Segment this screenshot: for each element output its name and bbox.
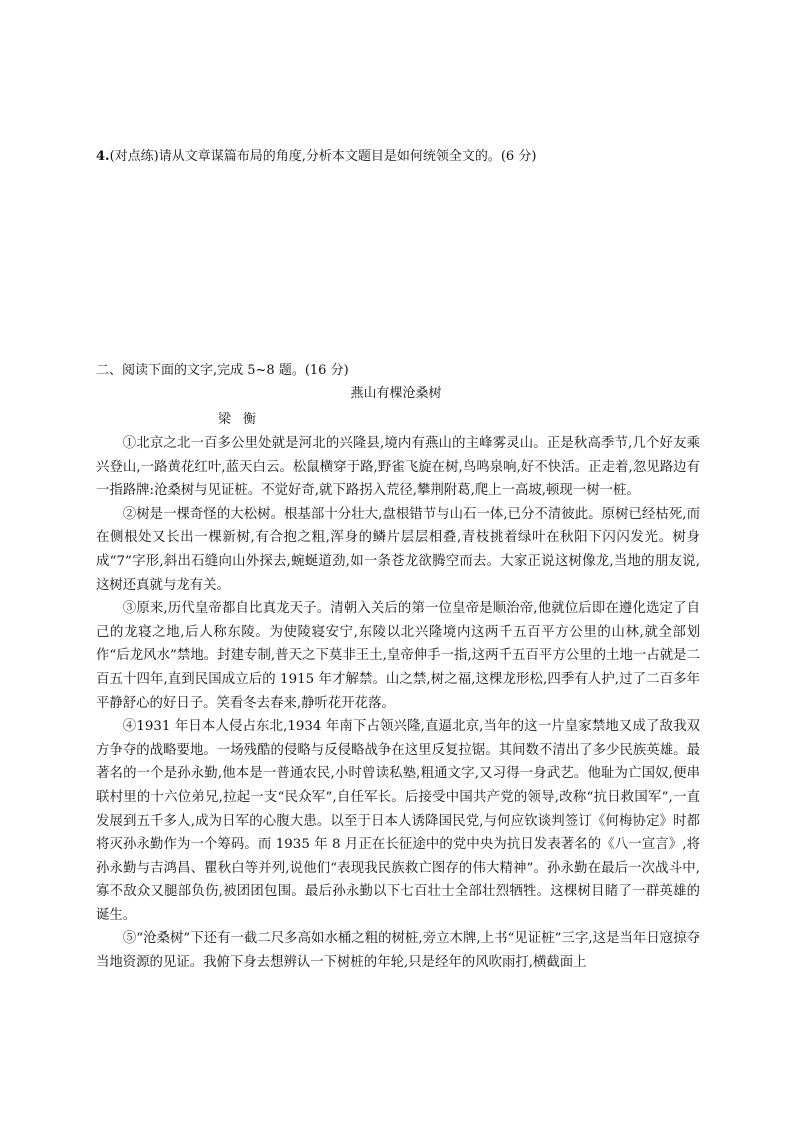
- article-author: 梁衡: [218, 412, 269, 427]
- article-body: [96, 432, 700, 975]
- paragraph-1: ①北京之北一百多公里处就是河北的兴隆县,境内有燕山的主峰雾灵山。正是秋高季节,几个好友乘兴登山,一路黄花红叶,蓝天白云。松鼠横穿于路,野雀飞旋在树,鸟鸣泉响,好不快活。正走着,忽见路边有一指路牌:沧桑树与见证桩。不觉好奇,就下路拐入荒径,攀荆附葛,爬上一高坡,顿现一树一桩。: [96, 436, 700, 499]
- paragraph-2: ②树是一棵奇怪的大松树。根基部十分壮大,盘根错节与山石一体,已分不清彼此。原树已经枯死,而在侧根处又长出一棵新树,有合抱之粗,浑身的鳞片层层相叠,青枝挑着绿叶在秋阳下闪闪发光。树身成“7”字形,斜出石缝向山外探去,蜿蜒道劲,如一条苍龙欲腾空而去。大家正说这树像龙,当地的朋友说,这树还真就与龙有关。: [96, 506, 700, 593]
- section-heading: 二、阅读下面的文字,完成 5~8 题。(16 分): [96, 363, 349, 378]
- paragraph-5: ⑤“沧桑树”下还有一截二尺多高如水桶之粗的树桩,旁立木牌,上书“见证桩”三字,这是当年日寇掠夺当地资源的见证。我俯下身去想辨认一下树桩的年轮,只是经年的风吹雨打,横截面上: [96, 931, 700, 971]
- question-4: [96, 148, 716, 166]
- question-text: (对点练)请从文章谋篇布局的角度,分析本文题目是如何统领全文的。(6 分): [109, 149, 537, 164]
- article-title: 燕山有棵沧桑树: [350, 386, 442, 401]
- paragraph-3: ③原来,历代皇帝都自比真龙天子。清朝入关后的第一位皇帝是顺治帝,他就位后即在遵化选定了自己的龙寝之地,后人称东陵。为使陵寝安宁,东陵以北兴隆境内这两千五百平方公里的山林,就全部划作“后龙风水”禁地。封建专制,普天之下莫非王土,皇帝伸手一指,这两千五百平方公里的土地一占就是二百五十四年,直到民国成立后的 1915 年才解禁。山之禁,树之福,这棵龙形松,四季有人护,过了二百多年平静舒心的好日子。笑看冬去春来,静听花开花落。: [96, 601, 700, 711]
- question-number: 4.: [96, 149, 110, 164]
- paragraph-4: ④1931 年日本人侵占东北,1934 年南下占领兴隆,直逼北京,当年的这一片皇家禁地又成了敌我双方争夺的战略要地。一场残酷的侵略与反侵略战争在这里反复拉锯。其间数不清出了多少民族英雄。最著名的一个是孙永勤,他本是一普通农民,小时曾读私塾,粗通文字,又习得一身武艺。他耻为亡国奴,便串联村里的十六位弟兄,拉起一支“民众军”,自任军长。后接受中国共产党的领导,改称“抗日救国军”,一直发展到五千多人,成为日军的心腹大患。以至于日本人诱降国民党,与何应钦谈判签订《何梅协定》时都将灭孙永勤作为一个筹码。而 1935 年 8 月正在长征途中的党中央为抗日发表著名的《八一宣言》,将孙永勤与吉鸿昌、瞿秋白等并列,说他们“表现我民族救亡图存的伟大精神”。孙永勤在最后一次战斗中,寡不敌众又腿部负伤,被团团包围。最后孙永勤以下七百壮士全部壮烈牺牲。这棵树目睹了一群英雄的诞生。: [96, 719, 700, 923]
